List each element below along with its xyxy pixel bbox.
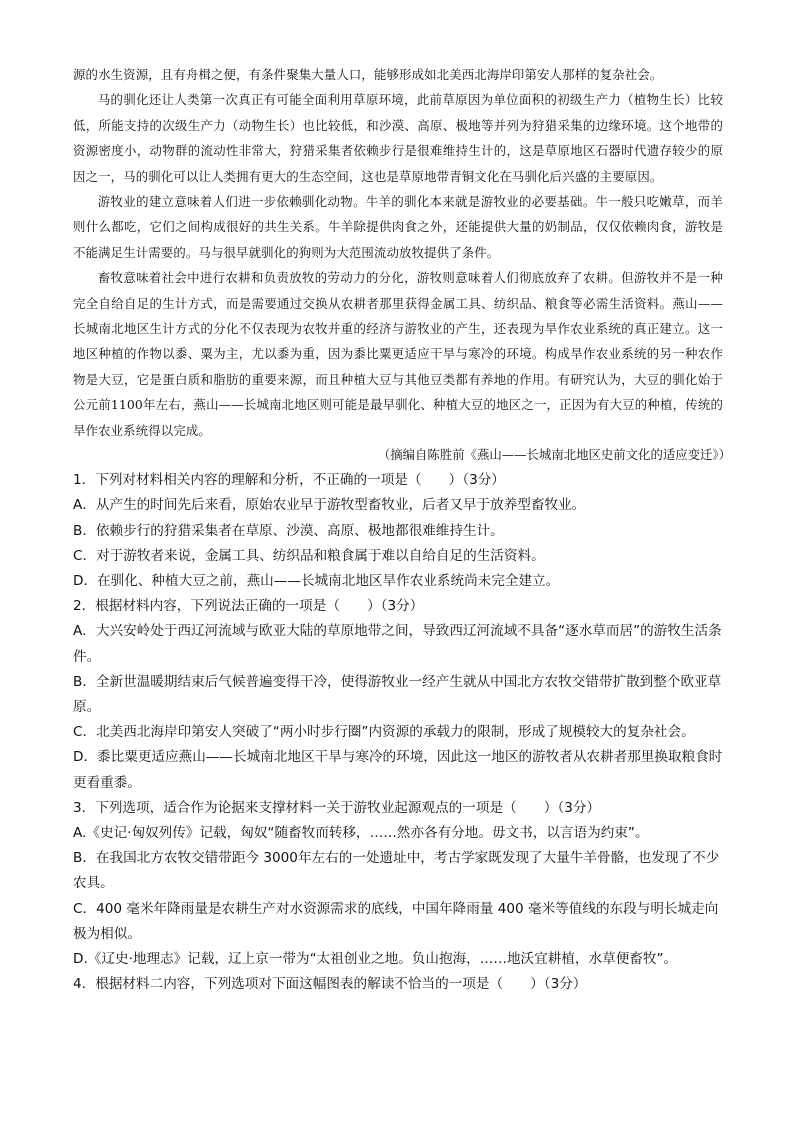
question-stem: 3．下列选项，适合作为论据来支撑材料一关于游牧业起源观点的一项是（ ）（3分） [73, 799, 601, 816]
answer-option-d: D.《辽史·地理志》记载，辽上京一带为“太祖创业之地。负山抱海，……地沃宜耕植，水草便畜牧”。 [73, 950, 678, 967]
reading-passage [73, 62, 723, 443]
answer-option-a: A．从产生的时间先后来看，原始农业早于游牧型畜牧业，后者又早于放养型畜牧业。 [73, 497, 586, 514]
passage-paragraph: 畜牧意味着社会中进行农耕和负责放牧的劳动力的分化，游牧则意味着人们彻底放弃了农耕。但游牧并不是一种完全自给自足的生计方式，而是需要通过交换从农耕者那里获得金属工具、纺织品、粮食等必需生活资料。燕山——长城南北地区生计方式的分化不仅表现为农牧并重的经济与游牧业的产生，还表现为旱作农业系统的真正建立。这一地区种植的作物以黍、粟为主，尤以黍为重，因为黍比粟更适应干旱与寒冷的环境。构成旱作农业系统的另一种农作物是大豆，它是蛋白质和脂肪的重要来源，而且种植大豆与其他豆类都有养地的作用。有研究认为，大豆的驯化始于公元前1100年左右，燕山——长城南北地区则可能是最早驯化、种植大豆的地区之一，正因为有大豆的种植，传统的旱作农业系统得以完成。 [73, 270, 723, 438]
question-4 [73, 972, 723, 997]
question-stem: 1．下列对材料相关内容的理解和分析，不正确的一项是（ ）（3分） [73, 472, 505, 489]
answer-option-b: B．依赖步行的狩猎采集者在草原、沙漠、高原、极地都很难维持生计。 [73, 522, 504, 539]
question-2 [73, 594, 723, 796]
answer-option-c: C．400 毫米年降雨量是农耕生产对水资源需求的底线，中国年降雨量 400 毫米等值线的东段与明长城走向极为相似。 [73, 900, 719, 942]
passage-paragraph: 马的驯化还让人类第一次真正有可能全面利用草原环境，此前草原因为单位面积的初级生产力（植物生长）比较低，所能支持的次级生产力（动物生长）也比较低，和沙漠、高原、极地等并列为狩猎采集的边缘环境。这个地带的资源密度小，动物群的流动性非常大，狩猎采集者依赖步行是很难维持生计的，这是草原地区石器时代遗存较少的原因之一，马的驯化可以让人类拥有更大的生态空间，这也是草原地带青铜文化在马驯化后兴盛的主要原因。 [73, 92, 723, 184]
question-stem: 2．根据材料内容，下列说法正确的一项是（ ）（3分） [73, 598, 424, 615]
exam-page [73, 62, 731, 997]
question-3 [73, 796, 723, 972]
answer-option-d: D．黍比粟更适应燕山——长城南北地区干旱与寒冷的环境，因此这一地区的游牧者从农耕者那里换取粮食时更看重黍。 [73, 749, 723, 791]
answer-option-b: B．全新世温暖期结束后气候普遍变得干冷，使得游牧业一经产生就从中国北方农牧交错带扩散到整个欧亚草原。 [73, 673, 722, 715]
answer-option-c: C．对于游牧者来说，金属工具、纺织品和粮食属于难以自给自足的生活资料。 [73, 547, 545, 564]
question-1 [73, 468, 723, 594]
question-list [73, 468, 723, 997]
answer-option-b: B．在我国北方农牧交错带距今 3000年左右的一处遗址中，考古学家既发现了大量牛羊骨骼，也发现了不少农具。 [73, 850, 720, 892]
passage-paragraph: 游牧业的建立意味着人们进一步依赖驯化动物。牛羊的驯化本来就是游牧业的必要基础。牛一般只吃嫩草，而羊则什么都吃，它们之间构成很好的共生关系。牛羊除提供肉食之外，还能提供大量的奶制品，仅仅依赖肉食，游牧是不能满足生计需要的。马与很早就驯化的狗则为大范围流动放牧提供了条件。 [73, 194, 723, 260]
answer-option-a: A.《史记·匈奴列传》记载，匈奴“随畜牧而转移，……然亦各有分地。毋文书，以言语为约束”。 [73, 824, 649, 841]
answer-option-c: C．北美西北海岸印第安人突破了“两小时步行圈”内资源的承载力的限制，形成了规模较大的复杂社会。 [73, 724, 695, 741]
answer-option-a: A．大兴安岭处于西辽河流域与欧亚大陆的草原地带之间，导致西辽河流域不具备“逐水草而居”的游牧生活条件。 [73, 623, 722, 665]
passage-source: （摘编自陈胜前《燕山——长城南北地区史前文化的适应变迁》） [377, 447, 731, 463]
passage-paragraph: 源的水生资源，且有舟楫之便，有条件聚集大量人口，能够形成如北美西北海岸印第安人那样的复杂社会。 [73, 67, 663, 82]
answer-option-d: D．在驯化、种植大豆之前，燕山——长城南北地区旱作农业系统尚未完全建立。 [73, 572, 560, 589]
question-stem: 4．根据材料二内容，下列选项对下面这幅图表的解读不恰当的一项是（ ）（3分） [73, 976, 587, 993]
